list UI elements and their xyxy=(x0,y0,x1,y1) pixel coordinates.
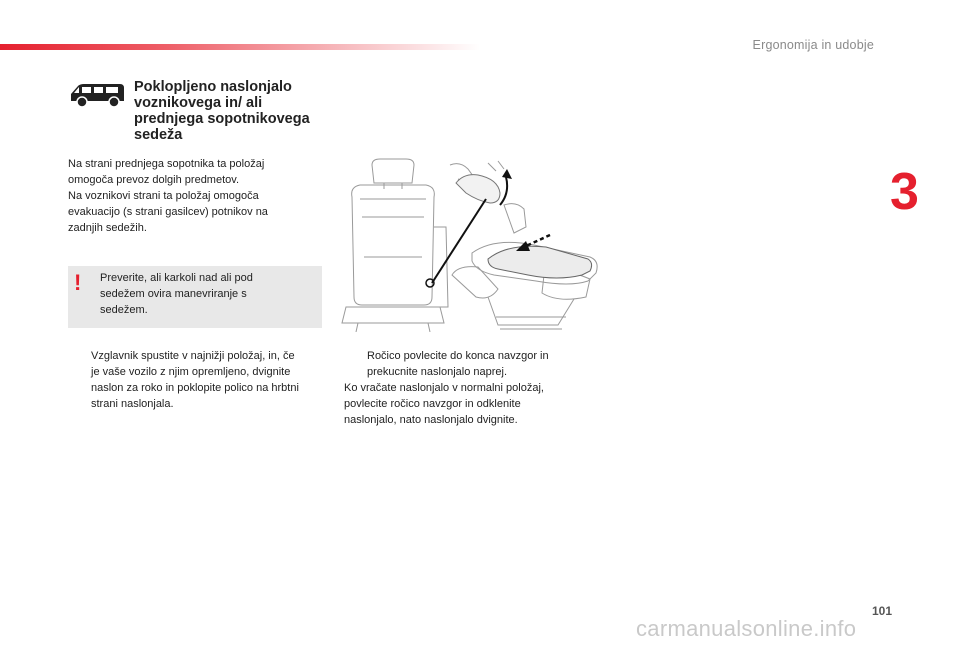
chapter-number: 3 xyxy=(890,163,919,221)
intro-line: Na strani prednjega sopotnika ta položaj xyxy=(68,158,265,170)
intro-line: evakuacijo (s strani gasilcev) potnikov na xyxy=(68,206,268,218)
intro-line: omogoča prevoz dolgih predmetov. xyxy=(68,174,240,186)
page-number: 101 xyxy=(872,604,893,618)
step-line: naslon za roko in poklopite polico na hrbtni xyxy=(91,382,299,394)
intro-paragraph xyxy=(68,156,308,236)
intro-line: Na voznikovi strani ta položaj omogoča xyxy=(68,190,259,202)
step-right xyxy=(367,348,587,380)
note-line: povlecite ročico navzgor in odklenite xyxy=(344,398,521,410)
step-left xyxy=(91,348,327,412)
header-red-bar xyxy=(0,44,480,50)
warning-line: Preverite, ali karkoli nad ali pod xyxy=(100,272,253,284)
warning-text xyxy=(100,270,300,318)
warning-line: sedežem. xyxy=(100,304,148,316)
watermark: carmanualsonline.info xyxy=(636,616,857,641)
note-line: naslonjalo, nato naslonjalo dvignite. xyxy=(344,414,518,426)
warning-line: sedežem ovira manevriranje s xyxy=(100,288,247,300)
warning-icon: ! xyxy=(74,270,82,295)
seat-illustration xyxy=(338,157,600,332)
note-line: Ko vračate naslonjalo v normalni položaj, xyxy=(344,382,544,394)
step-line: Ročico povlecite do konca navzgor in xyxy=(367,350,549,362)
step-line: je vaše vozilo z njim opremljeno, dvignite xyxy=(91,366,291,378)
section-title: Poklopljeno naslonjalo voznikovega in/ ali prednjega sopotnikovega sedeža xyxy=(134,79,310,143)
intro-line: zadnjih sedežih. xyxy=(68,222,147,234)
step-line: prekucnite naslonjalo naprej. xyxy=(367,366,508,378)
step-line: strani naslonjala. xyxy=(91,398,174,410)
step-line: Vzglavnik spustite v najnižji položaj, in, če xyxy=(91,350,295,362)
step-right-note xyxy=(344,380,584,428)
van-icon xyxy=(68,77,126,109)
chapter-title: Ergonomija in udobje xyxy=(752,38,874,52)
